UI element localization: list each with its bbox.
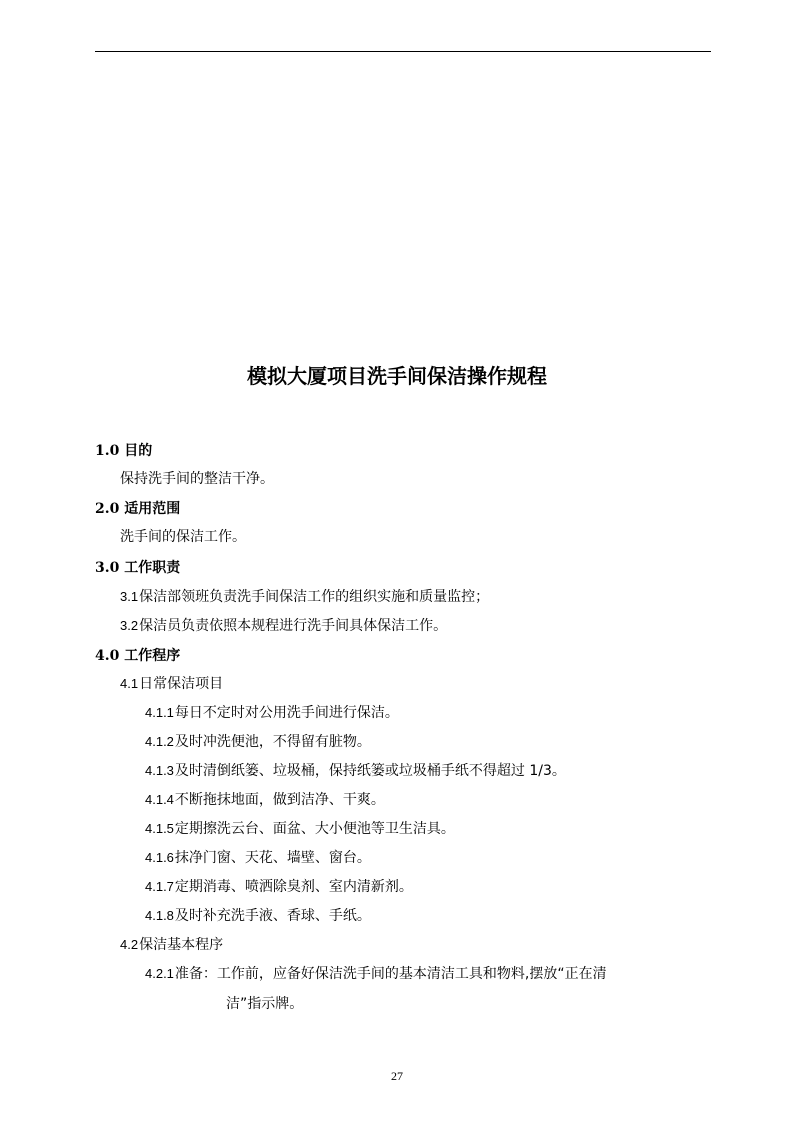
subsection-number: 4.1 [120, 676, 139, 691]
duty-number: 3.2 [120, 618, 139, 633]
section-number: 3.0 [95, 560, 120, 576]
item-text: 及时冲洗便池，不得留有脏物。 [174, 734, 371, 750]
item-text: 及时清倒纸篓、垃圾桶，保持纸篓或垃圾桶手纸不得超过 1/3。 [174, 763, 566, 779]
item-text: 准备：工作前，应备好保洁洗手间的基本清洁工具和物料,摆放“正在清 [174, 966, 607, 982]
purpose-text: 保持洗手间的整洁干净。 [120, 471, 274, 487]
duty-item [120, 615, 447, 637]
section-number: 4.0 [95, 648, 120, 664]
duty-number: 3.1 [120, 589, 139, 604]
scope-text: 洗手间的保洁工作。 [120, 529, 246, 545]
page-number: 27 [391, 1069, 403, 1083]
item-number: 4.1.6 [145, 850, 174, 865]
duty-item [120, 586, 489, 608]
list-item [145, 702, 399, 724]
section-heading-procedure [95, 645, 180, 667]
item-number: 4.1.5 [145, 821, 174, 836]
header-rule [95, 51, 711, 52]
item-number: 4.1.4 [145, 792, 174, 807]
subsection-title: 保洁基本程序 [139, 937, 224, 953]
list-item [145, 905, 371, 927]
section-heading-scope [95, 498, 180, 520]
item-text: 不断拖抹地面，做到洁净、干爽。 [174, 792, 385, 808]
document-title: 模拟大厦项目洗手间保洁操作规程 [247, 364, 547, 388]
list-item [145, 876, 413, 898]
section-title: 工作职责 [124, 560, 181, 576]
section-title: 工作程序 [124, 648, 181, 664]
duty-text: 保洁部领班负责洗手间保洁工作的组织实施和质量监控； [139, 589, 490, 605]
section-heading-purpose [95, 440, 152, 462]
item-text: 定期擦洗云台、面盆、大小便池等卫生洁具。 [174, 821, 455, 837]
item-text: 抹净门窗、天花、墙壁、窗台。 [174, 850, 371, 866]
item-number: 4.1.7 [145, 879, 174, 894]
subsection-daily [120, 673, 223, 695]
item-text: 每日不定时对公用洗手间进行保洁。 [174, 705, 399, 721]
item-number: 4.2.1 [145, 966, 174, 981]
subsection-basic [120, 934, 223, 956]
list-item-continuation: 洁”指示牌。 [226, 996, 304, 1012]
item-number: 4.1.8 [145, 908, 174, 923]
section-title: 目的 [124, 443, 153, 459]
item-text: 及时补充洗手液、香球、手纸。 [174, 908, 371, 924]
item-number: 4.1.2 [145, 734, 174, 749]
section-number: 2.0 [95, 501, 120, 517]
item-text: 定期消毒、喷洒除臭剂、室内清新剂。 [174, 879, 413, 895]
section-heading-duties [95, 557, 180, 579]
subsection-number: 4.2 [120, 937, 139, 952]
section-title: 适用范围 [124, 501, 181, 517]
section-number: 1.0 [95, 443, 120, 459]
list-item [145, 818, 455, 840]
item-number: 4.1.1 [145, 705, 174, 720]
list-item [145, 789, 385, 811]
item-number: 4.1.3 [145, 763, 174, 778]
list-item [145, 760, 566, 782]
list-item [145, 847, 371, 869]
list-item [145, 731, 371, 753]
duty-text: 保洁员负责依照本规程进行洗手间具体保洁工作。 [139, 618, 448, 634]
list-item [145, 963, 607, 985]
subsection-title: 日常保洁项目 [139, 676, 224, 692]
